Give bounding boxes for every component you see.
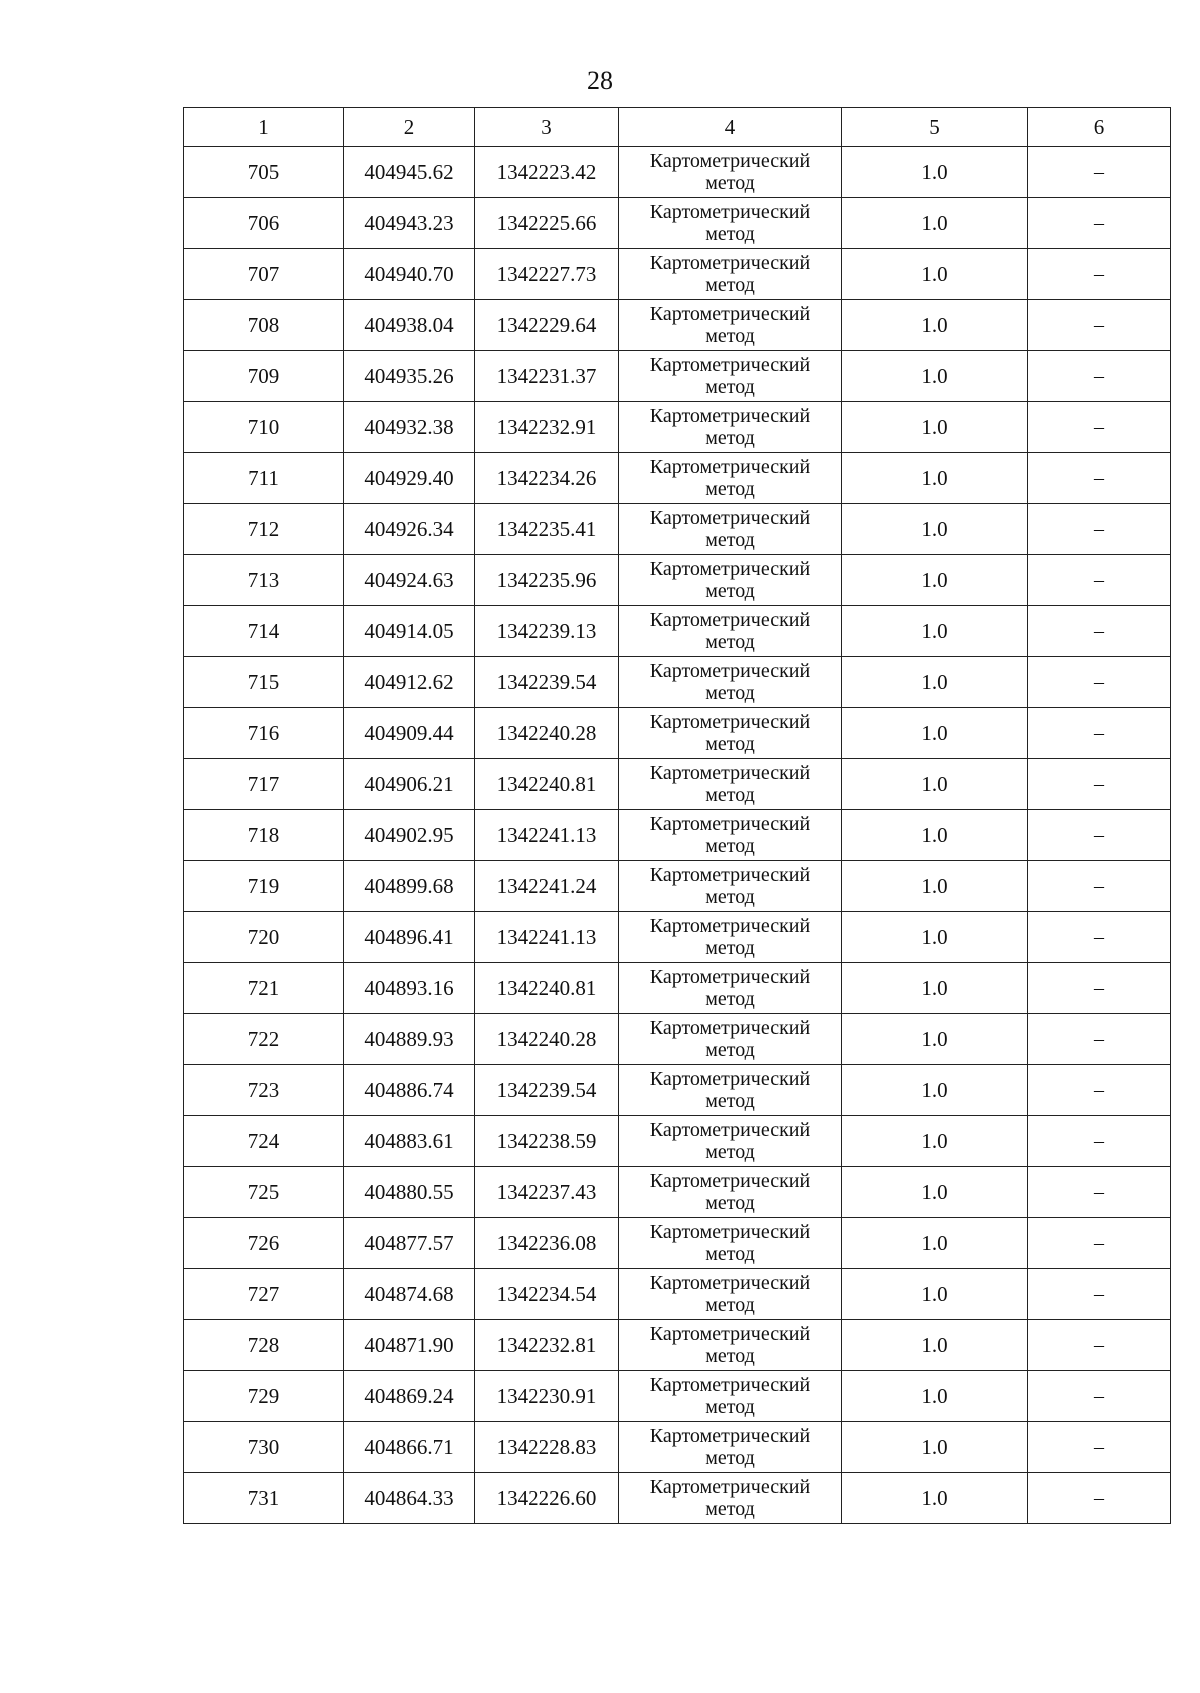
note-cell: –: [1028, 912, 1171, 963]
method-cell: [619, 1371, 842, 1422]
accuracy-cell: 1.0: [842, 402, 1028, 453]
point-number-cell: 715: [184, 657, 344, 708]
x-coordinate-cell: 404906.21: [344, 759, 475, 810]
method-line-1: Картометрический: [649, 1323, 811, 1345]
method-line-1: Картометрический: [649, 813, 811, 835]
note-cell: –: [1028, 810, 1171, 861]
method-line-2: метод: [705, 1141, 755, 1163]
note-cell: –: [1028, 351, 1171, 402]
note-cell: –: [1028, 504, 1171, 555]
table-row: [184, 147, 1171, 198]
point-number-cell: 707: [184, 249, 344, 300]
page-number: 28: [587, 66, 613, 95]
method-cell: [619, 198, 842, 249]
x-coordinate-cell: 404889.93: [344, 1014, 475, 1065]
method-cell: [619, 300, 842, 351]
method-cell: [619, 1218, 842, 1269]
point-number-cell: 705: [184, 147, 344, 198]
method-cell: [619, 402, 842, 453]
x-coordinate-cell: 404924.63: [344, 555, 475, 606]
method-line-2: метод: [705, 172, 755, 194]
accuracy-cell: 1.0: [842, 504, 1028, 555]
point-number-cell: 724: [184, 1116, 344, 1167]
point-number-cell: 714: [184, 606, 344, 657]
table-row: [184, 504, 1171, 555]
method-line-2: метод: [705, 988, 755, 1010]
method-line-2: метод: [705, 1498, 755, 1520]
table-row: [184, 300, 1171, 351]
accuracy-cell: 1.0: [842, 1116, 1028, 1167]
point-number-cell: 706: [184, 198, 344, 249]
method-line-1: Картометрический: [649, 201, 811, 223]
x-coordinate-cell: 404929.40: [344, 453, 475, 504]
method-cell: [619, 555, 842, 606]
accuracy-cell: 1.0: [842, 810, 1028, 861]
method-line-2: метод: [705, 1039, 755, 1061]
point-number-cell: 731: [184, 1473, 344, 1524]
table-row: [184, 1116, 1171, 1167]
method-line-2: метод: [705, 1192, 755, 1214]
accuracy-cell: 1.0: [842, 657, 1028, 708]
point-number-cell: 712: [184, 504, 344, 555]
table-row: [184, 1269, 1171, 1320]
accuracy-cell: 1.0: [842, 1269, 1028, 1320]
y-coordinate-cell: 1342230.91: [475, 1371, 619, 1422]
method-line-2: метод: [705, 274, 755, 296]
method-line-1: Картометрический: [649, 1221, 811, 1243]
point-number-cell: 717: [184, 759, 344, 810]
method-line-1: Картометрический: [649, 1272, 811, 1294]
table-row: [184, 1014, 1171, 1065]
method-cell: [619, 606, 842, 657]
method-line-2: метод: [705, 835, 755, 857]
y-coordinate-cell: 1342240.28: [475, 708, 619, 759]
y-coordinate-cell: 1342227.73: [475, 249, 619, 300]
y-coordinate-cell: 1342228.83: [475, 1422, 619, 1473]
y-coordinate-cell: 1342229.64: [475, 300, 619, 351]
method-cell: [619, 963, 842, 1014]
method-line-1: Картометрический: [649, 1425, 811, 1447]
x-coordinate-cell: 404935.26: [344, 351, 475, 402]
table-row: [184, 453, 1171, 504]
table-row: [184, 1371, 1171, 1422]
table-row: [184, 759, 1171, 810]
x-coordinate-cell: 404909.44: [344, 708, 475, 759]
y-coordinate-cell: 1342241.13: [475, 912, 619, 963]
method-line-2: метод: [705, 784, 755, 806]
note-cell: –: [1028, 1218, 1171, 1269]
method-cell: [619, 147, 842, 198]
note-cell: –: [1028, 402, 1171, 453]
method-cell: [619, 708, 842, 759]
x-coordinate-cell: 404926.34: [344, 504, 475, 555]
column-header: 6: [1028, 108, 1171, 147]
accuracy-cell: 1.0: [842, 300, 1028, 351]
x-coordinate-cell: 404932.38: [344, 402, 475, 453]
accuracy-cell: 1.0: [842, 1218, 1028, 1269]
y-coordinate-cell: 1342235.96: [475, 555, 619, 606]
method-cell: [619, 1422, 842, 1473]
note-cell: –: [1028, 198, 1171, 249]
x-coordinate-cell: 404943.23: [344, 198, 475, 249]
point-number-cell: 713: [184, 555, 344, 606]
table-row: [184, 198, 1171, 249]
note-cell: –: [1028, 708, 1171, 759]
point-number-cell: 729: [184, 1371, 344, 1422]
x-coordinate-cell: 404866.71: [344, 1422, 475, 1473]
accuracy-cell: 1.0: [842, 351, 1028, 402]
y-coordinate-cell: 1342239.13: [475, 606, 619, 657]
table-row: [184, 606, 1171, 657]
method-cell: [619, 351, 842, 402]
method-line-1: Картометрический: [649, 405, 811, 427]
note-cell: –: [1028, 1116, 1171, 1167]
method-cell: [619, 1167, 842, 1218]
table-row: [184, 1473, 1171, 1524]
method-line-1: Картометрический: [649, 354, 811, 376]
x-coordinate-cell: 404912.62: [344, 657, 475, 708]
method-cell: [619, 1473, 842, 1524]
accuracy-cell: 1.0: [842, 453, 1028, 504]
note-cell: –: [1028, 1167, 1171, 1218]
table-row: [184, 810, 1171, 861]
accuracy-cell: 1.0: [842, 1014, 1028, 1065]
note-cell: –: [1028, 861, 1171, 912]
x-coordinate-cell: 404893.16: [344, 963, 475, 1014]
method-line-2: метод: [705, 1447, 755, 1469]
method-line-2: метод: [705, 631, 755, 653]
point-number-cell: 716: [184, 708, 344, 759]
method-line-1: Картометрический: [649, 660, 811, 682]
point-number-cell: 709: [184, 351, 344, 402]
point-number-cell: 727: [184, 1269, 344, 1320]
method-cell: [619, 912, 842, 963]
y-coordinate-cell: 1342234.26: [475, 453, 619, 504]
column-header: 1: [184, 108, 344, 147]
method-line-1: Картометрический: [649, 762, 811, 784]
y-coordinate-cell: 1342234.54: [475, 1269, 619, 1320]
x-coordinate-cell: 404869.24: [344, 1371, 475, 1422]
method-cell: [619, 810, 842, 861]
note-cell: –: [1028, 249, 1171, 300]
method-line-1: Картометрический: [649, 966, 811, 988]
x-coordinate-cell: 404880.55: [344, 1167, 475, 1218]
y-coordinate-cell: 1342226.60: [475, 1473, 619, 1524]
accuracy-cell: 1.0: [842, 1167, 1028, 1218]
point-number-cell: 722: [184, 1014, 344, 1065]
method-line-1: Картометрический: [649, 915, 811, 937]
column-header: 5: [842, 108, 1028, 147]
method-cell: [619, 759, 842, 810]
table-row: [184, 1167, 1171, 1218]
accuracy-cell: 1.0: [842, 912, 1028, 963]
note-cell: –: [1028, 1371, 1171, 1422]
method-cell: [619, 1269, 842, 1320]
method-line-2: метод: [705, 1243, 755, 1265]
table-row: [184, 351, 1171, 402]
method-line-1: Картометрический: [649, 609, 811, 631]
method-line-1: Картометрический: [649, 1068, 811, 1090]
method-line-1: Картометрический: [649, 252, 811, 274]
table-row: [184, 1320, 1171, 1371]
method-line-1: Картометрический: [649, 1119, 811, 1141]
method-line-2: метод: [705, 733, 755, 755]
y-coordinate-cell: 1342240.81: [475, 963, 619, 1014]
header-row: [184, 108, 1171, 147]
accuracy-cell: 1.0: [842, 606, 1028, 657]
accuracy-cell: 1.0: [842, 1422, 1028, 1473]
point-number-cell: 725: [184, 1167, 344, 1218]
method-cell: [619, 1065, 842, 1116]
table-row: [184, 402, 1171, 453]
method-line-1: Картометрический: [649, 1476, 811, 1498]
note-cell: –: [1028, 453, 1171, 504]
method-cell: [619, 249, 842, 300]
method-line-2: метод: [705, 529, 755, 551]
method-cell: [619, 657, 842, 708]
column-header: 3: [475, 108, 619, 147]
point-number-cell: 719: [184, 861, 344, 912]
method-line-1: Картометрический: [649, 1017, 811, 1039]
x-coordinate-cell: 404886.74: [344, 1065, 475, 1116]
x-coordinate-cell: 404899.68: [344, 861, 475, 912]
method-cell: [619, 453, 842, 504]
y-coordinate-cell: 1342240.28: [475, 1014, 619, 1065]
column-header: 4: [619, 108, 842, 147]
point-number-cell: 711: [184, 453, 344, 504]
note-cell: –: [1028, 300, 1171, 351]
method-line-2: метод: [705, 427, 755, 449]
accuracy-cell: 1.0: [842, 963, 1028, 1014]
x-coordinate-cell: 404938.04: [344, 300, 475, 351]
y-coordinate-cell: 1342238.59: [475, 1116, 619, 1167]
point-number-cell: 730: [184, 1422, 344, 1473]
accuracy-cell: 1.0: [842, 1065, 1028, 1116]
y-coordinate-cell: 1342232.81: [475, 1320, 619, 1371]
table-row: [184, 1065, 1171, 1116]
y-coordinate-cell: 1342240.81: [475, 759, 619, 810]
accuracy-cell: 1.0: [842, 147, 1028, 198]
note-cell: –: [1028, 1473, 1171, 1524]
y-coordinate-cell: 1342241.24: [475, 861, 619, 912]
table-row: [184, 657, 1171, 708]
method-cell: [619, 1116, 842, 1167]
method-line-1: Картометрический: [649, 558, 811, 580]
y-coordinate-cell: 1342239.54: [475, 657, 619, 708]
note-cell: –: [1028, 1269, 1171, 1320]
table-row: [184, 249, 1171, 300]
table-row: [184, 963, 1171, 1014]
note-cell: –: [1028, 555, 1171, 606]
method-line-1: Картометрический: [649, 150, 811, 172]
method-line-1: Картометрический: [649, 1374, 811, 1396]
accuracy-cell: 1.0: [842, 708, 1028, 759]
note-cell: –: [1028, 1065, 1171, 1116]
x-coordinate-cell: 404902.95: [344, 810, 475, 861]
note-cell: –: [1028, 759, 1171, 810]
accuracy-cell: 1.0: [842, 861, 1028, 912]
y-coordinate-cell: 1342241.13: [475, 810, 619, 861]
method-cell: [619, 1320, 842, 1371]
x-coordinate-cell: 404945.62: [344, 147, 475, 198]
method-line-2: метод: [705, 682, 755, 704]
y-coordinate-cell: 1342223.42: [475, 147, 619, 198]
table-body: [184, 147, 1171, 1524]
method-line-1: Картометрический: [649, 711, 811, 733]
note-cell: –: [1028, 1320, 1171, 1371]
note-cell: –: [1028, 147, 1171, 198]
accuracy-cell: 1.0: [842, 555, 1028, 606]
table-row: [184, 1422, 1171, 1473]
method-line-2: метод: [705, 1345, 755, 1367]
point-number-cell: 710: [184, 402, 344, 453]
accuracy-cell: 1.0: [842, 198, 1028, 249]
x-coordinate-cell: 404896.41: [344, 912, 475, 963]
accuracy-cell: 1.0: [842, 1320, 1028, 1371]
y-coordinate-cell: 1342236.08: [475, 1218, 619, 1269]
method-line-1: Картометрический: [649, 507, 811, 529]
y-coordinate-cell: 1342231.37: [475, 351, 619, 402]
accuracy-cell: 1.0: [842, 1473, 1028, 1524]
x-coordinate-cell: 404940.70: [344, 249, 475, 300]
method-cell: [619, 1014, 842, 1065]
method-line-2: метод: [705, 1294, 755, 1316]
x-coordinate-cell: 404871.90: [344, 1320, 475, 1371]
point-number-cell: 708: [184, 300, 344, 351]
x-coordinate-cell: 404883.61: [344, 1116, 475, 1167]
method-line-1: Картометрический: [649, 1170, 811, 1192]
method-line-1: Картометрический: [649, 303, 811, 325]
accuracy-cell: 1.0: [842, 1371, 1028, 1422]
table-row: [184, 555, 1171, 606]
x-coordinate-cell: 404914.05: [344, 606, 475, 657]
method-line-2: метод: [705, 937, 755, 959]
x-coordinate-cell: 404877.57: [344, 1218, 475, 1269]
point-number-cell: 718: [184, 810, 344, 861]
table-row: [184, 708, 1171, 759]
y-coordinate-cell: 1342235.41: [475, 504, 619, 555]
method-line-2: метод: [705, 478, 755, 500]
y-coordinate-cell: 1342237.43: [475, 1167, 619, 1218]
accuracy-cell: 1.0: [842, 249, 1028, 300]
method-line-2: метод: [705, 886, 755, 908]
table-row: [184, 912, 1171, 963]
method-line-2: метод: [705, 580, 755, 602]
point-number-cell: 721: [184, 963, 344, 1014]
x-coordinate-cell: 404874.68: [344, 1269, 475, 1320]
method-line-1: Картометрический: [649, 456, 811, 478]
point-number-cell: 728: [184, 1320, 344, 1371]
note-cell: –: [1028, 963, 1171, 1014]
x-coordinate-cell: 404864.33: [344, 1473, 475, 1524]
y-coordinate-cell: 1342232.91: [475, 402, 619, 453]
point-number-cell: 720: [184, 912, 344, 963]
method-cell: [619, 504, 842, 555]
method-line-2: метод: [705, 223, 755, 245]
y-coordinate-cell: 1342239.54: [475, 1065, 619, 1116]
note-cell: –: [1028, 606, 1171, 657]
method-line-2: метод: [705, 376, 755, 398]
note-cell: –: [1028, 1422, 1171, 1473]
method-line-1: Картометрический: [649, 864, 811, 886]
table-row: [184, 1218, 1171, 1269]
accuracy-cell: 1.0: [842, 759, 1028, 810]
note-cell: –: [1028, 1014, 1171, 1065]
note-cell: –: [1028, 657, 1171, 708]
method-line-2: метод: [705, 1090, 755, 1112]
y-coordinate-cell: 1342225.66: [475, 198, 619, 249]
point-number-cell: 723: [184, 1065, 344, 1116]
table-row: [184, 861, 1171, 912]
column-header: 2: [344, 108, 475, 147]
method-line-2: метод: [705, 1396, 755, 1418]
method-line-2: метод: [705, 325, 755, 347]
method-cell: [619, 861, 842, 912]
point-number-cell: 726: [184, 1218, 344, 1269]
coordinates-table: [183, 107, 1171, 1524]
